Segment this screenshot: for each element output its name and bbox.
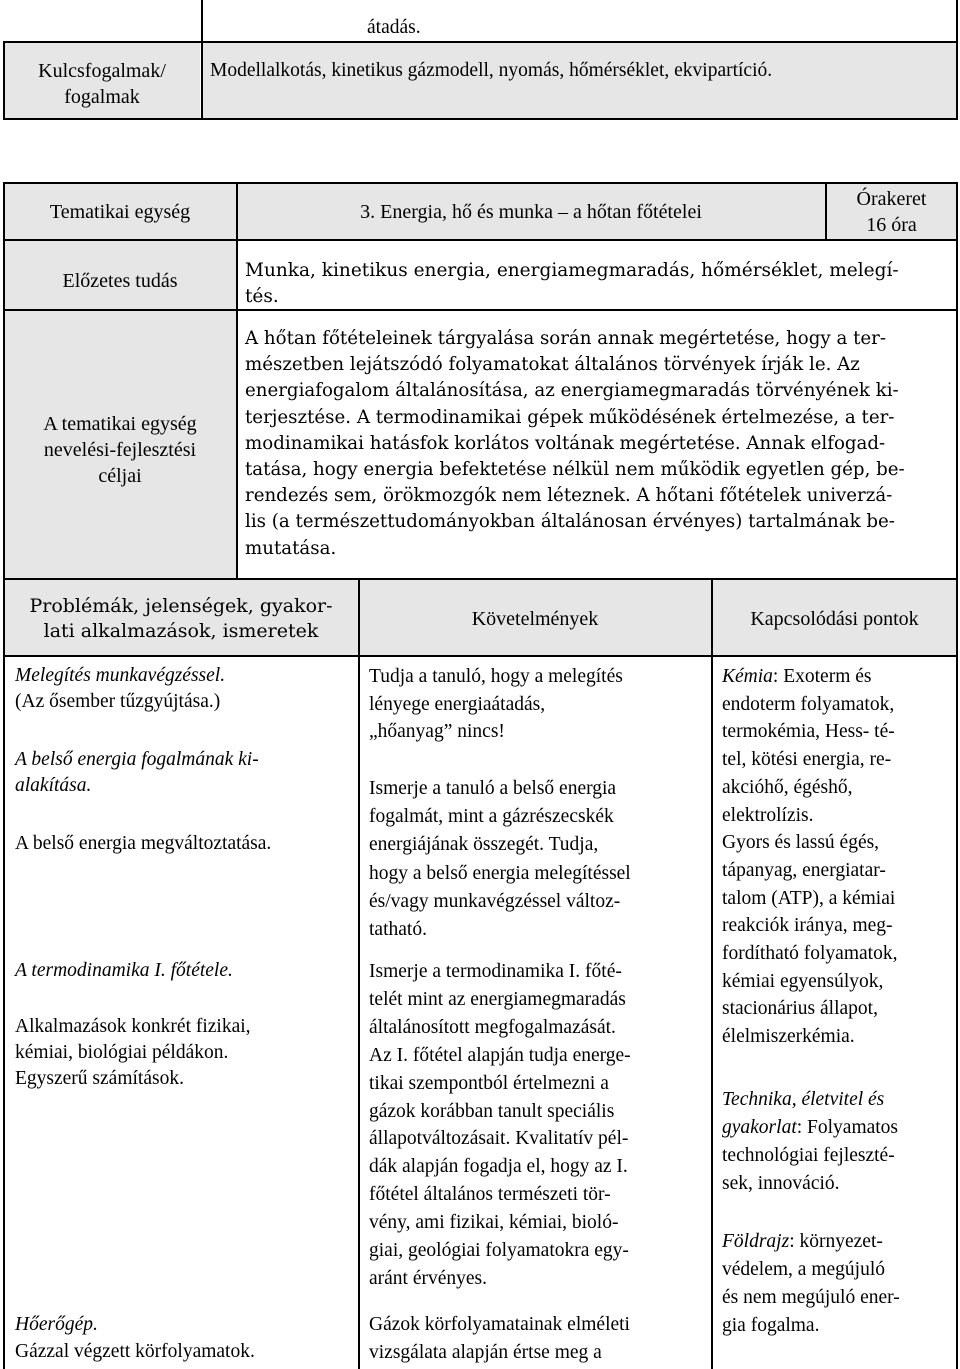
col1-header: Problémák, jelenségek, gyakor- lati alkalmazások, ismeretek xyxy=(29,595,333,642)
prior-knowledge-label: Előzetes tudás xyxy=(62,270,178,292)
col3-geography: Földrajz: környezet- védelem, a megújuló és nem megújuló ener- gia fogalma. xyxy=(722,1231,900,1336)
previous-row-continuation: átadás. xyxy=(367,17,421,38)
col3-chemistry: Kémia: Exoterm és endoterm folyamatok, termokémia, Hess- té- tel, kötési energia, re- akcióhő, égéshő, elektrolízis. Gyors és lassú égés, tápanyag, energiatar- talom (ATP), a kémiai reakciók iránya, meg- fordítható folyamatok, kémiai egyensúlyok, stacionárius állapot, élelmiszerkémia. xyxy=(722,666,898,1048)
prior-knowledge-text: Munka, kinetikus energia, energiamegmaradás, hőmérséklet, melegí- tés. xyxy=(245,260,899,307)
col1-item-internal-energy-change: A belső energia megváltoztatása. xyxy=(15,833,272,854)
col2-header: Követelmények xyxy=(471,608,599,630)
col2-req-internal-energy: Ismerje a tanuló a belső energia fogalmát, mint a gázrészecskék energiájának összegét. Tudja, hogy a belső energia melegítéssel és/vagy munkavégzéssel változ- tatható. xyxy=(369,778,631,941)
hours-block xyxy=(826,186,957,238)
col2-req-gas-cycles: Gázok körfolyamatainak elméleti vizsgálata alapján értse meg a xyxy=(369,1314,630,1363)
unit-label: Tematikai egység xyxy=(49,201,191,223)
col1-item-internal-energy-concept: A belső energia fogalmának ki- alakítása. xyxy=(15,749,259,796)
unit-title: 3. Energia, hő és munka – a hőtan főtételei xyxy=(360,201,702,223)
col2-req-first-law: Ismerje a termodinamika I. főté- telét mint az energiamegmaradás általánosított megfogalmazását. Az I. főtétel alapján tudja energe- tikai szempontból értelmezni a gázok korábban tanult speciális állapotváltozásait. Kvalitatív pél- dák alapján fogadja el, hogy az I. főtétel általános természeti tör- vény, ami fizikai, kémiai, bioló- giai, geológiai folyamatokra egy- aránt érvényes. xyxy=(369,961,631,1289)
col1-item-heating-by-work: Melegítés munkavégzéssel. (Az ősember tűzgyújtása.) xyxy=(15,665,226,712)
hours-label: Órakeret xyxy=(856,188,927,210)
col3-technology: Technika, életvitel és gyakorlat: Folyamatos technológiai fejleszté- sek, innováció. xyxy=(722,1089,899,1194)
col3-header: Kapcsolódási pontok xyxy=(750,608,919,630)
col1-item-applications: Alkalmazások konkrét fizikai, kémiai, biológiai példákon. Egyszerű számítások. xyxy=(15,1016,251,1089)
goals-text: A hőtan főtételeinek tárgyalása során annak megértetése, hogy a ter- mészetben lejátszódó folyamatokat általános törvények írják le. Az energiafogalom általánosítása, az energiamegmaradás törvényének ki- terjesztése. A termodinamikai gépek működésének értelmezése, a ter- modinamikai hatásfok korlátos voltának megértetése. Annak elfogad- tatása, hogy energia befektetése nélkül nem működik egyetlen gép, be- rendezés sem, örökmozgók nem léteznek. A hőtani főtételek univerzá- lis (a természettudományokban általánosan érvényes) tartalmának be- mutatása. xyxy=(245,328,905,559)
key-concepts-label: Kulcsfogalmak/ fogalmak xyxy=(38,60,166,108)
hours-value: 16 óra xyxy=(866,214,917,236)
col3-chemistry-label: Kémia xyxy=(722,666,773,687)
key-concepts-text: Modellalkotás, kinetikus gázmodell, nyomás, hőmérséklet, ekvipartíció. xyxy=(210,60,773,81)
goals-label: A tematikai egység nevelési-fejlesztési céljai xyxy=(43,413,197,487)
col3-geography-label: Földrajz xyxy=(722,1231,790,1252)
col1-item-first-law: A termodinamika I. főtétele. xyxy=(15,960,233,981)
col1-item-heat-engine: Hőerőgép. xyxy=(15,1314,98,1335)
col1-item-gas-cycles: Gázzal végzett körfolyamatok. xyxy=(15,1341,255,1362)
col3-technology-label: gyakorlat xyxy=(722,1117,797,1138)
col2-req-heating: Tudja a tanuló, hogy a melegítés lényege energiaátadás, „hőanyag” nincs! xyxy=(369,666,623,742)
